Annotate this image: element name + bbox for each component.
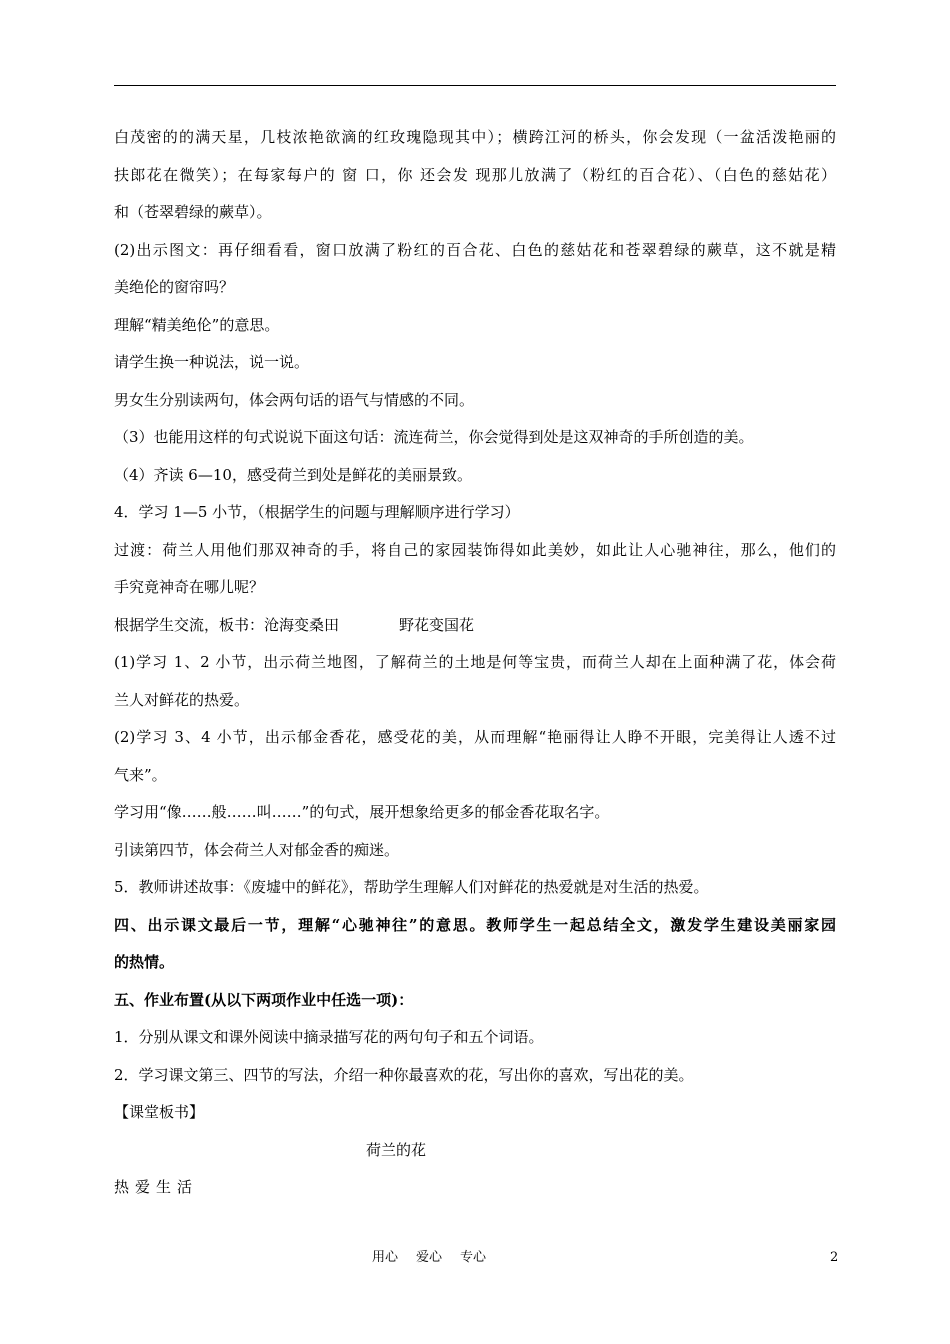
board-note-suffix: 野花变国花 <box>399 615 475 634</box>
text-line: (2)学习 3、4 小节，出示郁金香花，感受花的美，从而理解“艳丽得让人睁不开眼，完美得让人透不过 <box>114 728 836 746</box>
text-line: 四、出示课文最后一节，理解“心驰神往”的意思。教师学生一起总结全文，激发学生建设美丽家园 <box>114 915 836 934</box>
text-line: 4．学习 1—5 小节，（根据学生的问题与理解顺序进行学习） <box>114 503 520 521</box>
text-line: 学习用“像……般……叫……”的句式，展开想象给更多的郁金香花取名字。 <box>114 803 610 821</box>
text-line: 美绝伦的窗帘吗？ <box>114 278 235 296</box>
text-line: 1．分别从课文和课外阅读中摘录描写花的两句句子和五个词语。 <box>114 1028 544 1046</box>
page-number: 2 <box>830 1250 839 1265</box>
text-line: 【课堂板书】 <box>114 1103 205 1121</box>
text-line: 气来”。 <box>114 765 167 784</box>
text-block-1 <box>114 119 836 607</box>
board-title: 荷兰的花 <box>366 1140 427 1159</box>
header-rule <box>114 85 836 86</box>
board-note-prefix: 根据学生交流，板书：沧海变桑田 <box>114 615 340 634</box>
text-line: 理解“精美绝伦”的意思。 <box>114 315 280 334</box>
text-line: 2．学习课文第三、四节的写法，介绍一种你最喜欢的花，写出你的喜欢，写出花的美。 <box>114 1065 694 1084</box>
text-line: （4）齐读 6—10，感受荷兰到处是鲜花的美丽景致。 <box>114 465 472 484</box>
board-words: 热爱生活 <box>114 1178 199 1196</box>
text-line: 过渡：荷兰人用他们那双神奇的手，将自己的家园装饰得如此美妙，如此让人心驰神往，那么，他们的 <box>114 540 836 559</box>
footer-motto <box>372 1250 504 1266</box>
text-line: (1)学习 1、2 小节，出示荷兰地图，了解荷兰的土地是何等宝贵，而荷兰人却在上面种满了花，体会荷 <box>114 653 836 671</box>
text-line: 白茂密的的满天星，几枝浓艳欲滴的红玫瑰隐现其中）；横跨江河的桥头，你会发现（一盆活泼艳丽的 <box>114 128 836 146</box>
text-line: （3）也能用这样的句式说说下面这句话：流连荷兰，你会觉得到处是这双神奇的手所创造的美。 <box>114 428 754 446</box>
text-block-2 <box>114 644 836 1132</box>
text-line: 手究竟神奇在哪儿呢？ <box>114 578 265 596</box>
text-line: 和（苍翠碧绿的蕨草）。 <box>114 203 272 221</box>
text-line: 男女生分别读两句，体会两句话的语气与情感的不同。 <box>114 390 475 409</box>
footer-motto-3: 专心 <box>460 1250 487 1265</box>
text-line: 五、作业布置(从以下两项作业中任选一项)： <box>114 990 414 1009</box>
board-note-line <box>114 607 836 645</box>
text-line: 请学生换一种说法，说一说。 <box>114 353 310 371</box>
text-line: 引读第四节，体会荷兰人对郁金香的痴迷。 <box>114 840 400 859</box>
footer-motto-1: 用心 <box>372 1250 399 1265</box>
text-line: 5．教师讲述故事：《废墟中的鲜花》，帮助学生理解人们对鲜花的热爱就是对生活的热爱。 <box>114 878 709 896</box>
text-line: 兰人对鲜花的热爱。 <box>114 690 250 709</box>
text-line: 的热情。 <box>114 953 175 971</box>
text-line: (2)出示图文：再仔细看看，窗口放满了粉红的百合花、白色的慈姑花和苍翠碧绿的蕨草，这不就是精 <box>114 240 836 259</box>
document-body <box>114 119 836 1207</box>
footer-motto-2: 爱心 <box>416 1250 443 1265</box>
text-line: 扶郎花在微笑）；在每家每户的 窗 口，你 还会发 现那儿放满了（粉红的百合花）、（白色的慈姑花） <box>114 165 836 184</box>
